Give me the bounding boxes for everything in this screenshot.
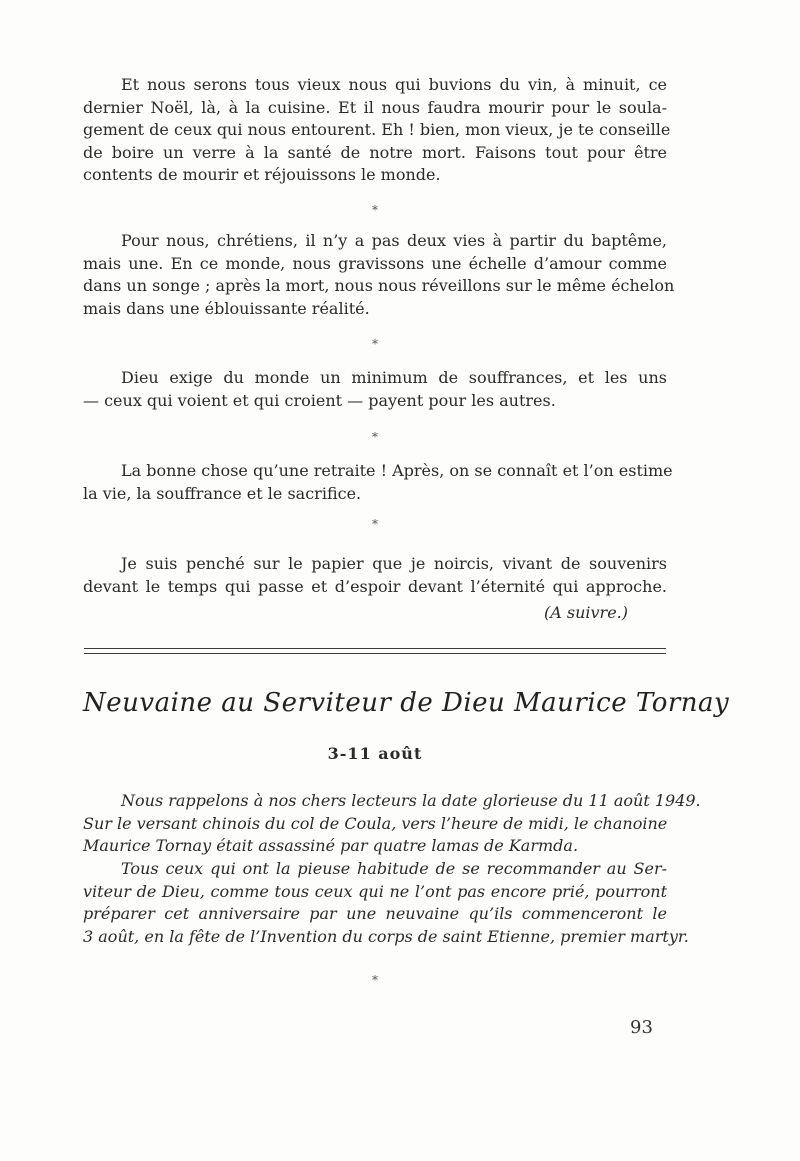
text-line: préparer cet anniversaire par une neuvaine qu’ils commenceront le (83, 904, 667, 924)
text-line: dernier Noël, là, à la cuisine. Et il nous faudra mourir pour le soula- (83, 97, 667, 117)
paragraph-4 (83, 460, 673, 505)
to-be-continued: (A suivre.) (544, 603, 628, 622)
text-line: contents de mourir et réjouissons le monde. (83, 165, 441, 185)
text-line: la vie, la souffrance et le sacrifice. (83, 483, 362, 503)
text-line: Dieu exige du monde un minimum de souffrances, et les uns (121, 368, 667, 387)
text-line: La bonne chose qu’une retraite ! Après, on se connaît et l’on estime (121, 461, 673, 480)
section-separator: * (372, 973, 378, 987)
section-separator: * (372, 430, 378, 444)
text-line: Pour nous, chrétiens, il n’y a pas deux vies à partir du baptême, (121, 231, 667, 250)
text-line: Je suis penché sur le papier que je noircis, vivant de souvenirs (121, 554, 667, 573)
text-line: gement de ceux qui nous entourent. Eh ! bien, mon vieux, je te conseille (83, 120, 671, 140)
novena-paragraph-1 (83, 790, 701, 858)
paragraph-2 (83, 230, 675, 320)
text-line: viteur de Dieu, comme tous ceux qui ne l’ont pas encore prié, pourront (83, 881, 667, 901)
divider-bottom (84, 653, 666, 654)
paragraph-5 (83, 553, 667, 598)
divider-top (84, 648, 666, 649)
section-separator: * (372, 203, 378, 217)
text-line: dans un songe ; après la mort, nous nous réveillons sur le même échelon (83, 276, 675, 296)
text-line: Sur le versant chinois du col de Coula, vers l’heure de midi, le chanoine (83, 813, 668, 833)
text-line: — ceux qui voient et qui croient — payent pour les autres. (83, 390, 556, 410)
text-line: de boire un verre à la santé de notre mort. Faisons tout pour être (83, 142, 667, 162)
section-separator: * (372, 517, 378, 531)
novena-dates: 3-11 août (327, 744, 423, 763)
page-number: 93 (630, 1017, 653, 1038)
text-line: mais une. En ce monde, nous gravissons une échelle d’amour comme (83, 253, 667, 273)
text-line: Maurice Tornay était assassiné par quatre lamas de Karmda. (83, 836, 579, 856)
novena-paragraph-2 (83, 858, 689, 948)
text-line: devant le temps qui passe et d’espoir devant l’éternité qui approche. (83, 576, 667, 596)
text-line: Nous rappelons à nos chers lecteurs la date glorieuse du 11 août 1949. (121, 791, 701, 810)
paragraph-3 (83, 367, 667, 412)
novena-title: Neuvaine au Serviteur de Dieu Maurice Tornay (83, 688, 730, 718)
text-line: Et nous serons tous vieux nous qui buvions du vin, à minuit, ce (121, 75, 667, 94)
text-line: mais dans une éblouissante réalité. (83, 298, 370, 318)
text-line: 3 août, en la fête de l’Invention du corps de saint Etienne, premier martyr. (83, 926, 689, 946)
section-separator: * (372, 337, 378, 351)
text-line: Tous ceux qui ont la pieuse habitude de se recommander au Ser- (121, 859, 667, 878)
paragraph-1 (83, 74, 671, 187)
